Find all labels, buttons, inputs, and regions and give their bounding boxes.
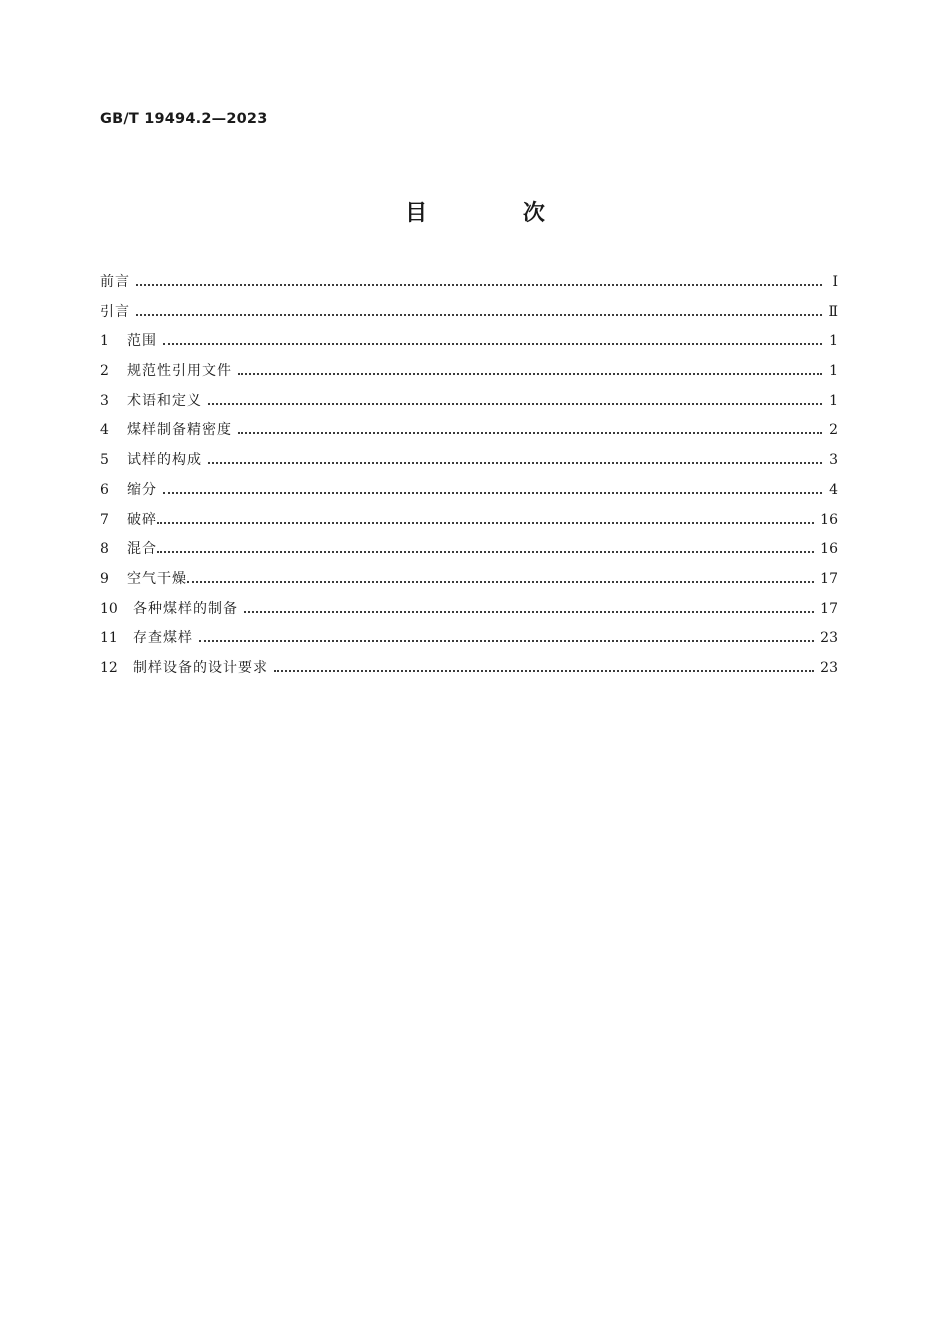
toc-entry-page: 1 [829,392,838,409]
toc-entry-page: 4 [829,481,838,498]
toc-entry-title: 空气干燥 [127,570,187,587]
toc-entry-page: 1 [829,363,838,380]
toc-entry-4[interactable] [100,419,838,449]
toc-entry-12[interactable] [100,657,838,687]
toc-leader-dots [163,492,822,494]
toc-entry-6[interactable] [100,479,838,509]
toc-entry-page: 23 [820,659,838,676]
toc-entry-page: Ⅱ [828,303,838,320]
toc-entry-title: 制样设备的设计要求 [133,659,268,676]
toc-entry-title: 范围 [127,333,157,350]
toc-leader-dots [199,640,814,642]
toc-entry-title: 煤样制备精密度 [127,422,232,439]
toc-entry-page: 16 [820,511,838,528]
standard-code: GB/T 19494.2—2023 [100,111,268,127]
toc-leader-dots [208,403,822,405]
toc-entry-number: 10 [100,600,118,617]
toc-entry-2[interactable] [100,360,838,390]
toc-entry-number: 2 [100,363,109,380]
toc-entry-number: 4 [100,422,109,439]
toc-entry-7[interactable] [100,509,838,539]
toc-entry-number: 7 [100,511,109,528]
toc-entry-page: 17 [820,600,838,617]
toc-leader-dots [208,462,822,464]
toc-leader-dots [238,373,822,375]
toc-entry-number: 8 [100,541,109,558]
toc-entry-number: 3 [100,392,109,409]
toc-entry-number: 9 [100,570,109,587]
toc-leader-dots [157,522,814,524]
toc-entry-9[interactable] [100,568,838,598]
toc-entry-number: 1 [100,333,109,350]
toc-entry-page: 1 [829,333,838,350]
toc-entry-title: 混合 [127,541,157,558]
toc-entry-title: 破碎 [127,511,157,528]
toc-entry-number: 5 [100,452,109,469]
toc-entry-number: 11 [100,630,118,647]
toc-entry-title: 术语和定义 [127,392,202,409]
toc-leader-dots [187,581,814,583]
toc-leader-dots [136,284,822,286]
toc-entry-number: 12 [100,659,118,676]
toc-leader-dots [157,551,814,553]
toc-entry-title: 各种煤样的制备 [133,600,238,617]
toc-entry-page: 2 [829,422,838,439]
toc-entry-title: 试样的构成 [127,452,202,469]
toc-leader-dots [136,314,822,316]
toc-leader-dots [163,343,822,345]
toc-entry-page: 3 [829,452,838,469]
toc-entry-page: 23 [820,630,838,647]
toc-entry-page: Ⅰ [832,274,838,290]
table-of-contents [100,271,838,687]
toc-entry-title: 引言 [100,303,130,320]
toc-entry-10[interactable] [100,598,838,628]
toc-leader-dots [244,611,814,613]
toc-entry-title: 缩分 [127,481,157,498]
toc-entry-number: 6 [100,481,109,498]
toc-entry-8[interactable] [100,538,838,568]
toc-entry-foreword[interactable] [100,271,838,301]
toc-entry-5[interactable] [100,449,838,479]
toc-entry-title: 前言 [100,274,130,290]
toc-entry-title: 存查煤样 [133,630,193,647]
toc-entry-1[interactable] [100,330,838,360]
toc-entry-page: 16 [820,541,838,558]
toc-entry-page: 17 [820,570,838,587]
toc-entry-introduction[interactable] [100,301,838,331]
toc-leader-dots [274,670,814,672]
toc-leader-dots [238,432,822,434]
page-title: 目 次 [405,201,589,226]
toc-entry-title: 规范性引用文件 [127,363,232,380]
toc-entry-3[interactable] [100,390,838,420]
toc-entry-11[interactable] [100,627,838,657]
